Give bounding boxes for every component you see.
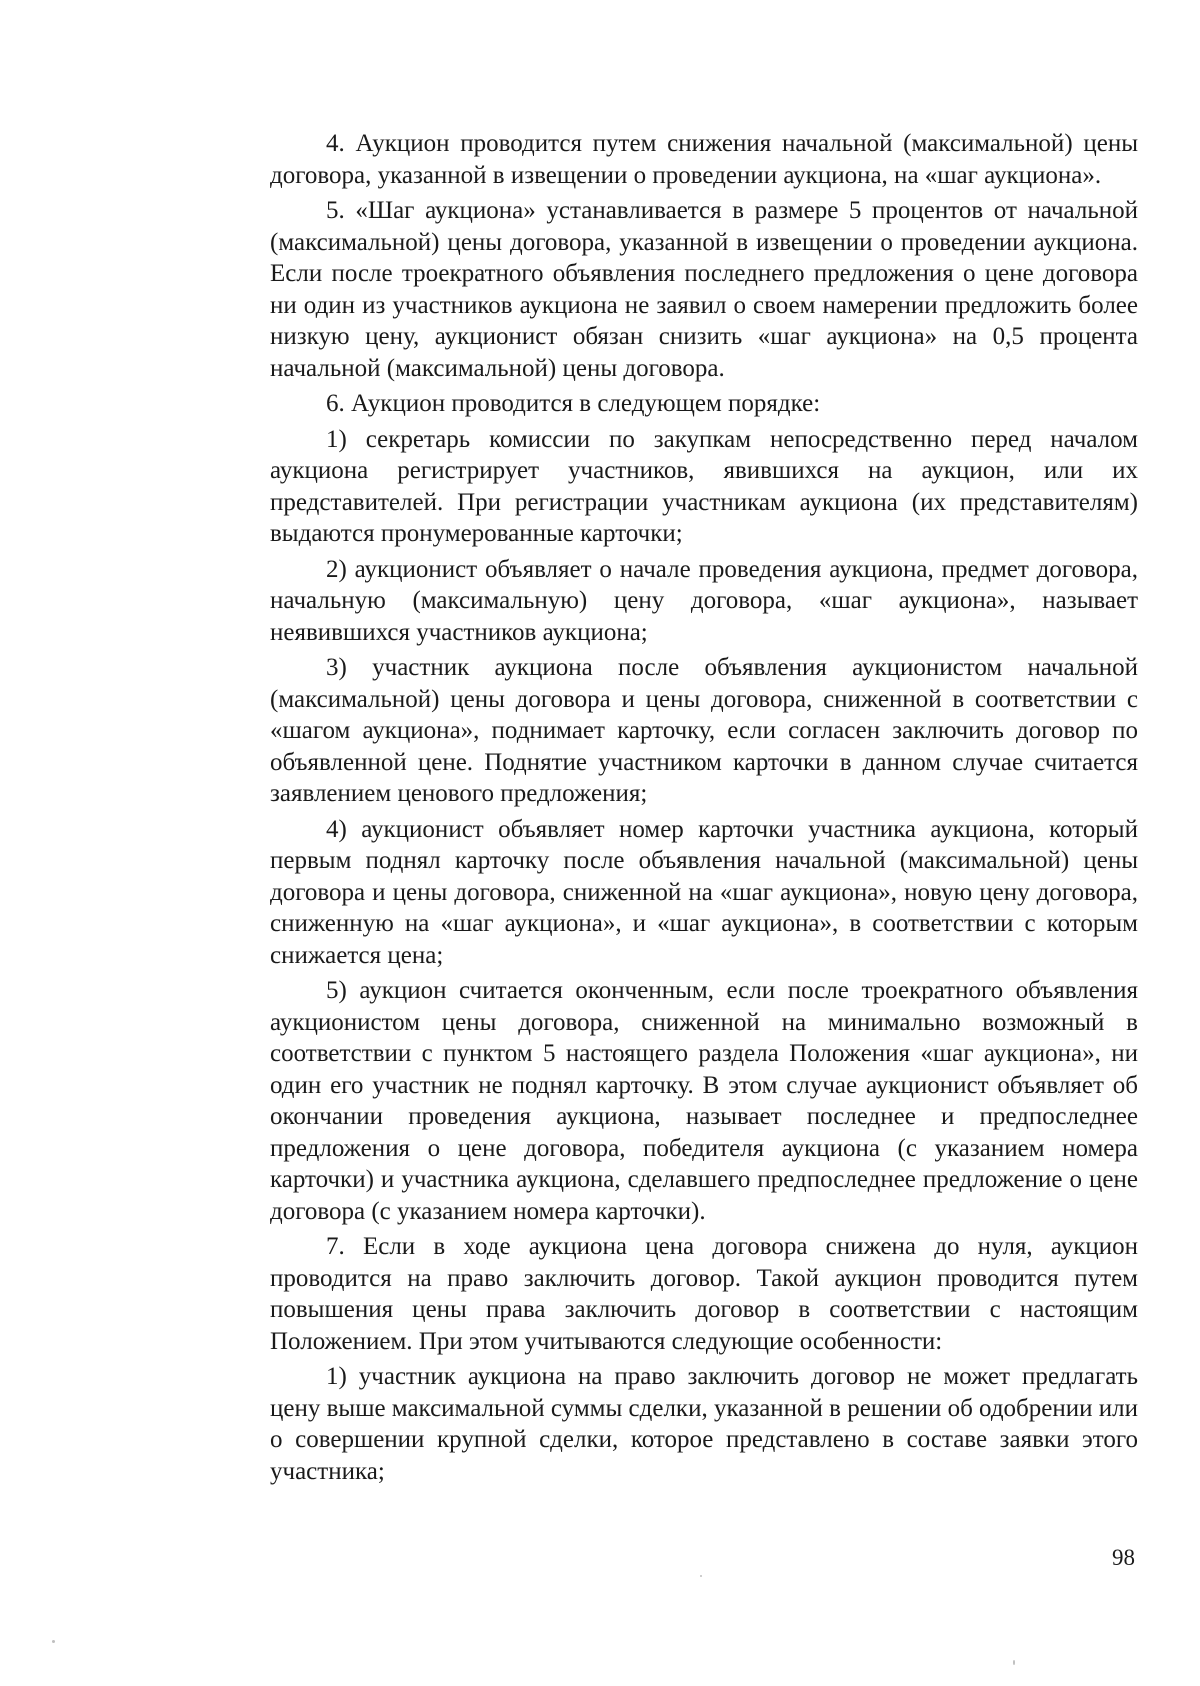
scan-speck	[52, 1640, 55, 1643]
page-number: 98	[1112, 1545, 1135, 1570]
scan-speck	[700, 1575, 702, 1577]
paragraph-subitem-4-card-number: 4) аукционист объявляет номер карточки участника аукциона, который первым поднял карточку после объявления начальной (максимальной) цены договора и цены договора, сниженной на «шаг аукциона», новую цену договора, сниженную на «шаг аукциона», и «шаг аукциона», в соответствии с которым снижается цена;	[270, 815, 1138, 969]
paragraph-subitem-3-raise-card: 3) участник аукциона после объявления аукционистом начальной (максимальной) цены договора и цены договора, сниженной в соответствии с «шагом аукциона», поднимает карточку, если согласен заключить договор по объявленной цене. Поднятие участником карточки в данном случае считается заявлением ценового предложения;	[270, 654, 1138, 807]
paragraph-subitem-1-registration: 1) секретарь комиссии по закупкам непосредственно перед началом аукциона регистрирует участников, явившихся на аукцион, или их представителей. При регистрации участникам аукциона (их представителям) выдаются пронумерованные карточки;	[270, 425, 1138, 547]
paragraph-subitem-5-auction-end: 5) аукцион считается оконченным, если после троекратного объявления аукционистом цены договора, сниженной на минимально возможный в соответствии с пунктом 5 настоящего раздела Положения «шаг аукциона», ни один его участник не поднял карточку. В этом случае аукционист объявляет об окончании проведения аукциона, называет последнее и предпоследнее предложения о цене договора, победителя аукциона (с указанием номера карточки) и участника аукциона, сделавшего предпоследнее предложение о цене договора (с указанием номера карточки).	[270, 977, 1138, 1225]
paragraph-item-4-auction-method: 4. Аукцион проводится путем снижения начальной (максимальной) цены договора, указанной в извещении о проведении аукциона, на «шаг аукциона».	[270, 130, 1138, 189]
paragraph-subitem-2-announcement: 2) аукционист объявляет о начале проведения аукциона, предмет договора, начальную (максимальную) цену договора, «шаг аукциона», называет неявившихся участников аукциона;	[270, 555, 1138, 646]
paragraph-item-5-auction-step: 5. «Шаг аукциона» устанавливается в размере 5 процентов от начальной (максимальной) цены договора, указанной в извещении о проведении аукциона. Если после троекратного объявления последнего предложения о цене договора ни один из участников аукциона не заявил о своем намерении предложить более низкую цену, аукционист обязан снизить «шаг аукциона» на 0,5 процента начальной (максимальной) цены договора.	[270, 197, 1138, 382]
document-body	[270, 128, 1138, 1491]
paragraph-item-7-price-zero: 7. Если в ходе аукциона цена договора снижена до нуля, аукцион проводится на право заключить договор. Такой аукцион проводится путем повышения цены права заключить договор в соответствии с настоящим Положением. При этом учитываются следующие особенности:	[270, 1233, 1138, 1355]
scan-speck	[1013, 1660, 1015, 1665]
paragraph-item-6-auction-order: 6. Аукцион проводится в следующем порядке:	[326, 390, 821, 417]
paragraph-subitem-1-max-price: 1) участник аукциона на право заключить договор не может предлагать цену выше максимальной суммы сделки, указанной в решении об одобрении или о совершении крупной сделки, которое представлено в составе заявки этого участника;	[270, 1363, 1138, 1485]
